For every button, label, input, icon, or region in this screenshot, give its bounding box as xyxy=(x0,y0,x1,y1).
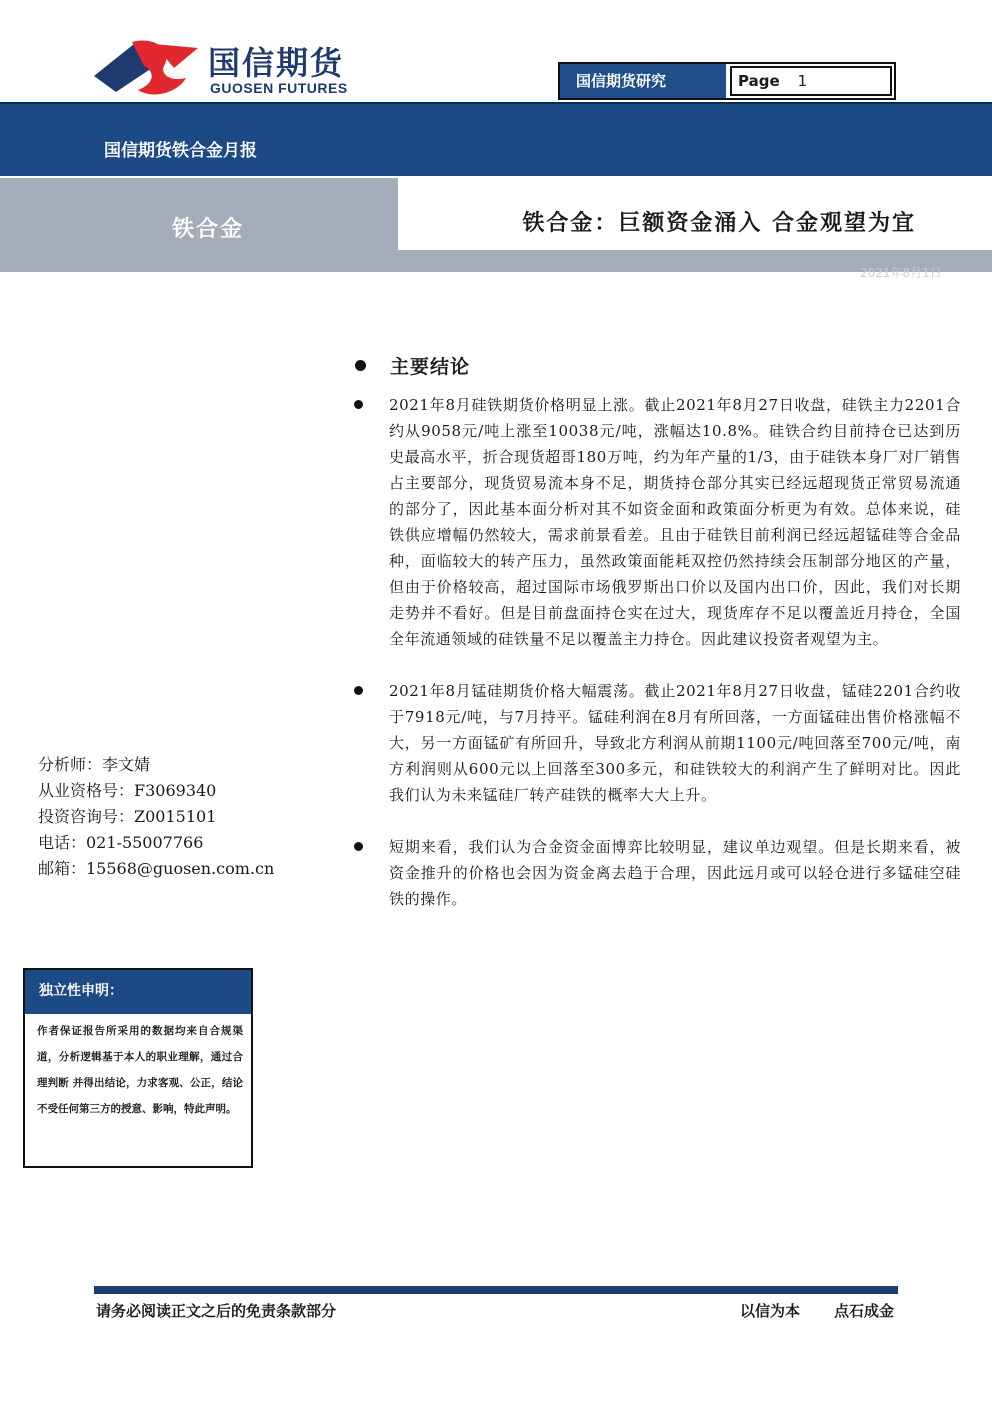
brand-name-cn: 国信期货 xyxy=(208,44,345,82)
paragraph-1: 2021年8月硅铁期货价格明显上涨。截止2021年8月27日收盘，硅铁主力2201合约从9058元/吨上涨至10038元/吨，涨幅达10.8%。硅铁合约目前持仓已达到历史最高水平，折合现货超哥180万吨，约为年产量的1/3，由于硅铁本身厂对厂销售占主要部分，现货贸易流本身不足，期货持仓部分其实已经远超现货正常贸易流通的部分了，因此基本面分析对其不如资金面和政策面分析更为有效。总体来说，硅铁供应增幅仍然较大，需求前景看差。且由于硅铁目前利润已经远超锰硅等合金品种，面临较大的转产压力，虽然政策面能耗双控仍然持续会压制部分地区的产量，但由于价格较高，超过国际市场俄罗斯出口价以及国内出口价，因此，我们对长期走势并不看好。但是目前盘面持仓实在过大，现货库存不足以覆盖近月持仓，全国全年流通领域的硅铁量不足以覆盖主力持仓。因此建议投资者观望为主。 xyxy=(389,396,961,648)
guosen-logo-icon xyxy=(94,38,198,100)
page-number: 1 xyxy=(797,72,808,90)
paragraph-3: 短期来看，我们认为合金资金面博弈比较明显，建议单边观望。但是长期来看，被资金推升的价格也会因为资金离去趋于合理，因此远月或可以轻仓进行多锰硅空硅铁的操作。 xyxy=(389,838,961,908)
analyst-info xyxy=(38,752,274,882)
analyst-consult-number: 投资咨询号：Z0015101 xyxy=(38,807,217,826)
independence-statement xyxy=(23,968,253,1168)
analyst-name: 分析师：李文婧 xyxy=(38,755,151,774)
report-series: 国信期货铁合金月报 xyxy=(104,141,257,161)
analyst-qualification: 从业资格号：F3069340 xyxy=(38,781,217,800)
brand-name-en: GUOSEN FUTURES xyxy=(210,80,348,96)
statement-title: 独立性申明： xyxy=(25,970,251,1014)
paragraph-2: 2021年8月锰硅期货价格大幅震荡。截止2021年8月27日收盘，锰硅2201合约收于7918元/吨，与7月持平。锰硅利润在8月有所回落，一方面锰硅出售价格涨幅不大，另一方面锰矿有所回升，导致北方利润从前期1100元/吨回落至700元/吨，南方利润则从600元以上回落至300多元，和硅铁较大的利润产生了鲜明对比。因此我们认为未来锰硅厂转产硅铁的概率大大上升。 xyxy=(389,682,961,804)
section-title: 主要结论 xyxy=(390,356,471,378)
page-info-box xyxy=(558,62,896,100)
analyst-email: 邮箱：15568@guosen.com.cn xyxy=(38,859,275,878)
slogan-1: 以信为本 xyxy=(739,1302,800,1320)
bullet-icon xyxy=(354,842,363,851)
bullet-icon xyxy=(354,400,363,409)
disclaimer-notice: 请务必阅读正文之后的免责条款部分 xyxy=(96,1302,337,1320)
page-label: Page xyxy=(738,72,780,90)
statement-body: 作者保证报告所采用的数据均来自合规渠道，分析逻辑基于本人的职业理解，通过合理判断 并得出结论，力求客观、公正，结论不受任何第三方的授意、影响，特此声明。 xyxy=(37,1025,243,1115)
footer-slogan xyxy=(740,1300,894,1321)
page-indicator xyxy=(730,66,892,96)
category-label: 铁合金 xyxy=(172,217,245,242)
research-label: 国信期货研究 xyxy=(560,64,726,98)
section-bullet-icon xyxy=(355,360,366,371)
analyst-phone: 电话：021-55007766 xyxy=(38,833,204,852)
slogan-2: 点石成金 xyxy=(833,1302,894,1320)
report-title: 铁合金：巨额资金涌入 合金观望为宜 xyxy=(522,211,916,236)
footer-divider xyxy=(94,1286,898,1294)
bullet-icon xyxy=(354,686,363,695)
report-date: 2021年8月1日 xyxy=(860,266,942,280)
